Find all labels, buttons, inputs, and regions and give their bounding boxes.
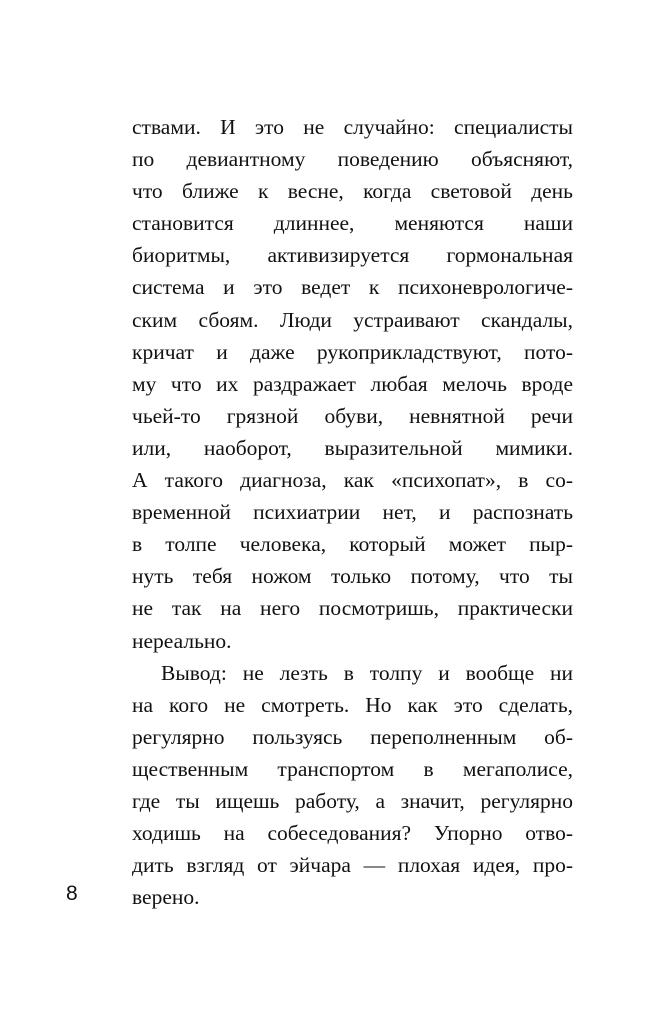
text-line: что ближе к весне, когда световой день xyxy=(132,179,573,204)
page-number: 8 xyxy=(66,882,78,905)
text-line: дить взгляд от эйчара — плохая идея, про- xyxy=(132,853,573,878)
text-line: ским сбоям. Люди устраивают скандалы, xyxy=(132,307,573,332)
text-line: становится длиннее, меняются наши xyxy=(132,211,573,236)
text-line: му что их раздражает любая мелочь вроде xyxy=(132,371,573,396)
body-text xyxy=(132,111,573,913)
text-line: ствами. И это не случайно: специалисты xyxy=(132,115,573,139)
text-line: где ты ищешь работу, а значит, регулярно xyxy=(132,788,573,813)
paragraph-1 xyxy=(132,111,573,657)
text-line: временной психиатрии нет, и распознать xyxy=(132,500,573,525)
paragraph-2 xyxy=(132,657,573,914)
text-line: А такого диагноза, как «психопат», в со- xyxy=(132,468,573,493)
text-line: нуть тебя ножом только потому, что ты xyxy=(132,564,573,589)
text-line: на кого не смотреть. Но как это сделать, xyxy=(132,692,573,717)
text-line: или, наоборот, выразительной мимики. xyxy=(132,435,573,460)
text-line: биоритмы, активизируется гормональная xyxy=(132,243,573,268)
text-line: система и это ведет к психоневрологиче- xyxy=(132,275,573,300)
text-line: не так на него посмотришь, практически xyxy=(132,596,573,621)
text-line: регулярно пользуясь переполненным об- xyxy=(132,724,573,749)
text-line: ходишь на собеседования? Упорно отво- xyxy=(132,821,573,846)
text-line: щественным транспортом в мегаполисе, xyxy=(132,756,573,781)
text-line: Вывод: не лезть в толпу и вообще ни xyxy=(161,660,573,685)
text-line: нереально. xyxy=(132,628,232,653)
text-line: по девиантному поведению объясняют, xyxy=(132,147,573,172)
text-line: кричат и даже рукоприкладствуют, пото- xyxy=(132,339,573,364)
text-line: в толпе человека, который может пыр- xyxy=(132,532,573,557)
text-line: чьей-то грязной обуви, невнятной речи xyxy=(132,403,573,428)
text-line: верено. xyxy=(132,885,200,910)
